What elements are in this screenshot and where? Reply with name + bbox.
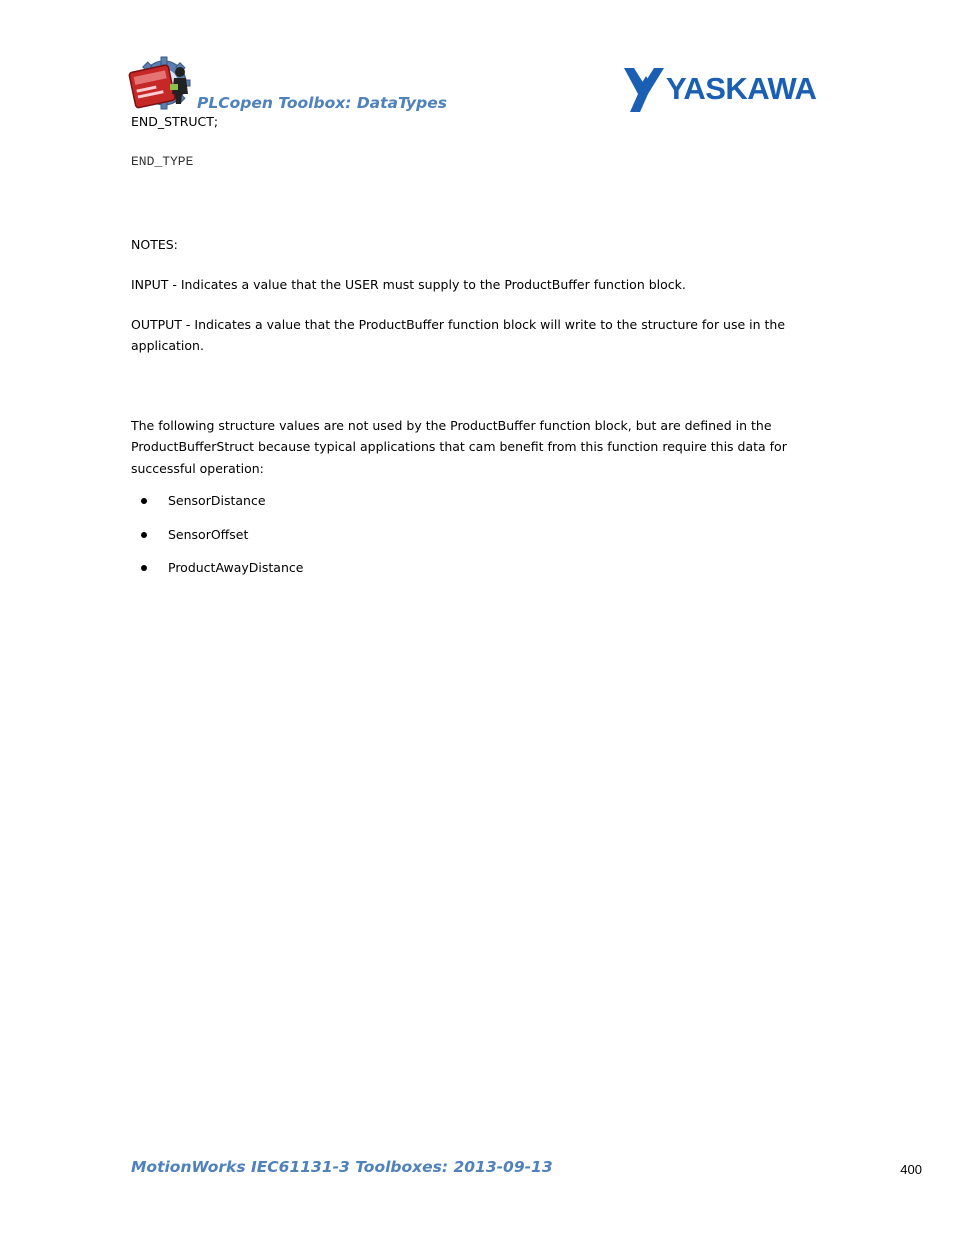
list-item-label: SensorOffset: [168, 526, 249, 542]
notes-heading: NOTES:: [131, 237, 178, 252]
paragraph-line-3: successful operation:: [131, 461, 264, 476]
list-item-label: SensorDistance: [168, 493, 266, 508]
page-number: 400: [900, 1162, 922, 1177]
paragraph-line-2: ProductBufferStruct because typical applications that cam benefit from this function require this data for: [131, 439, 787, 454]
header-title: PLCopen Toolbox: DataTypes: [197, 94, 447, 112]
bullet-icon: [141, 532, 147, 538]
yaskawa-logo-icon: [622, 66, 844, 112]
list-item-label: ProductAwayDistance: [168, 560, 304, 575]
output-note-line-2: application.: [131, 338, 204, 353]
bullet-icon: [141, 498, 147, 504]
end-struct-line: END_STRUCT;: [131, 114, 219, 129]
output-note-line-1: OUTPUT - Indicates a value that the ProductBuffer function block will write to the structure for use in the: [131, 317, 786, 332]
yaskawa-wordmark: YASKAWA: [666, 71, 817, 106]
input-note: INPUT - Indicates a value that the USER must supply to the ProductBuffer function block.: [131, 277, 686, 292]
bullet-icon: [141, 565, 147, 571]
plcopen-toolbox-gear-logo-icon: [128, 56, 198, 112]
footer-title: MotionWorks IEC61131-3 Toolboxes: 2013-09-13: [131, 1158, 553, 1176]
end-type-line: END_TYPE: [131, 154, 194, 169]
paragraph-line-1: The following structure values are not used by the ProductBuffer function block, but are defined in the: [131, 418, 772, 433]
